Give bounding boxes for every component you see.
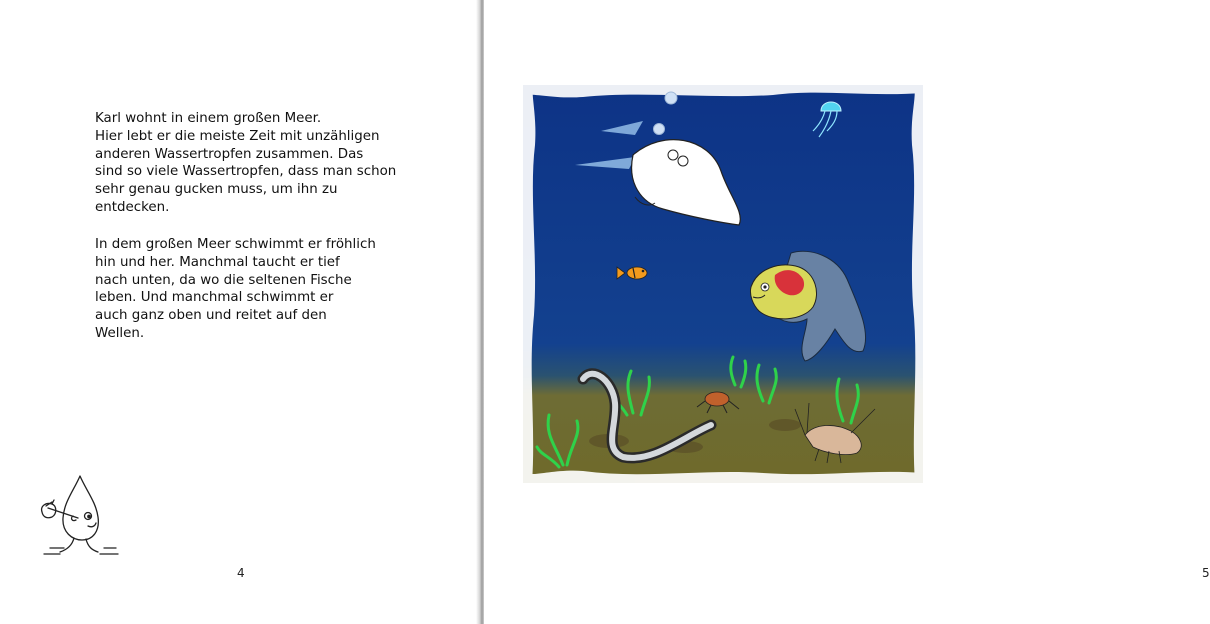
story-paragraph-1 <box>95 110 425 217</box>
story-text-1: Karl wohnt in einem großen Meer. Hier lebt er die meiste Zeit mit unzähligen anderen Wassertropfen zusammen. Das sind so viele Wassertropfen, dass man schon sehr genau gucken muss, um ihn zu entdecken. <box>95 111 397 215</box>
page-number-right: 5 <box>1202 566 1210 580</box>
underwater-scene-icon <box>523 85 923 483</box>
water-drop-mascot-icon <box>30 468 130 568</box>
left-page <box>0 0 480 624</box>
story-text-2: In dem großen Meer schwimmt er fröhlich hin und her. Manchmal taucht er tief nach unten, da wo die seltenen Fische leben. Und manchmal schwimmt er auch ganz oben und reitet auf den Wellen. <box>95 237 376 341</box>
story-paragraph-2 <box>95 236 425 343</box>
page-number-left: 4 <box>237 566 245 580</box>
